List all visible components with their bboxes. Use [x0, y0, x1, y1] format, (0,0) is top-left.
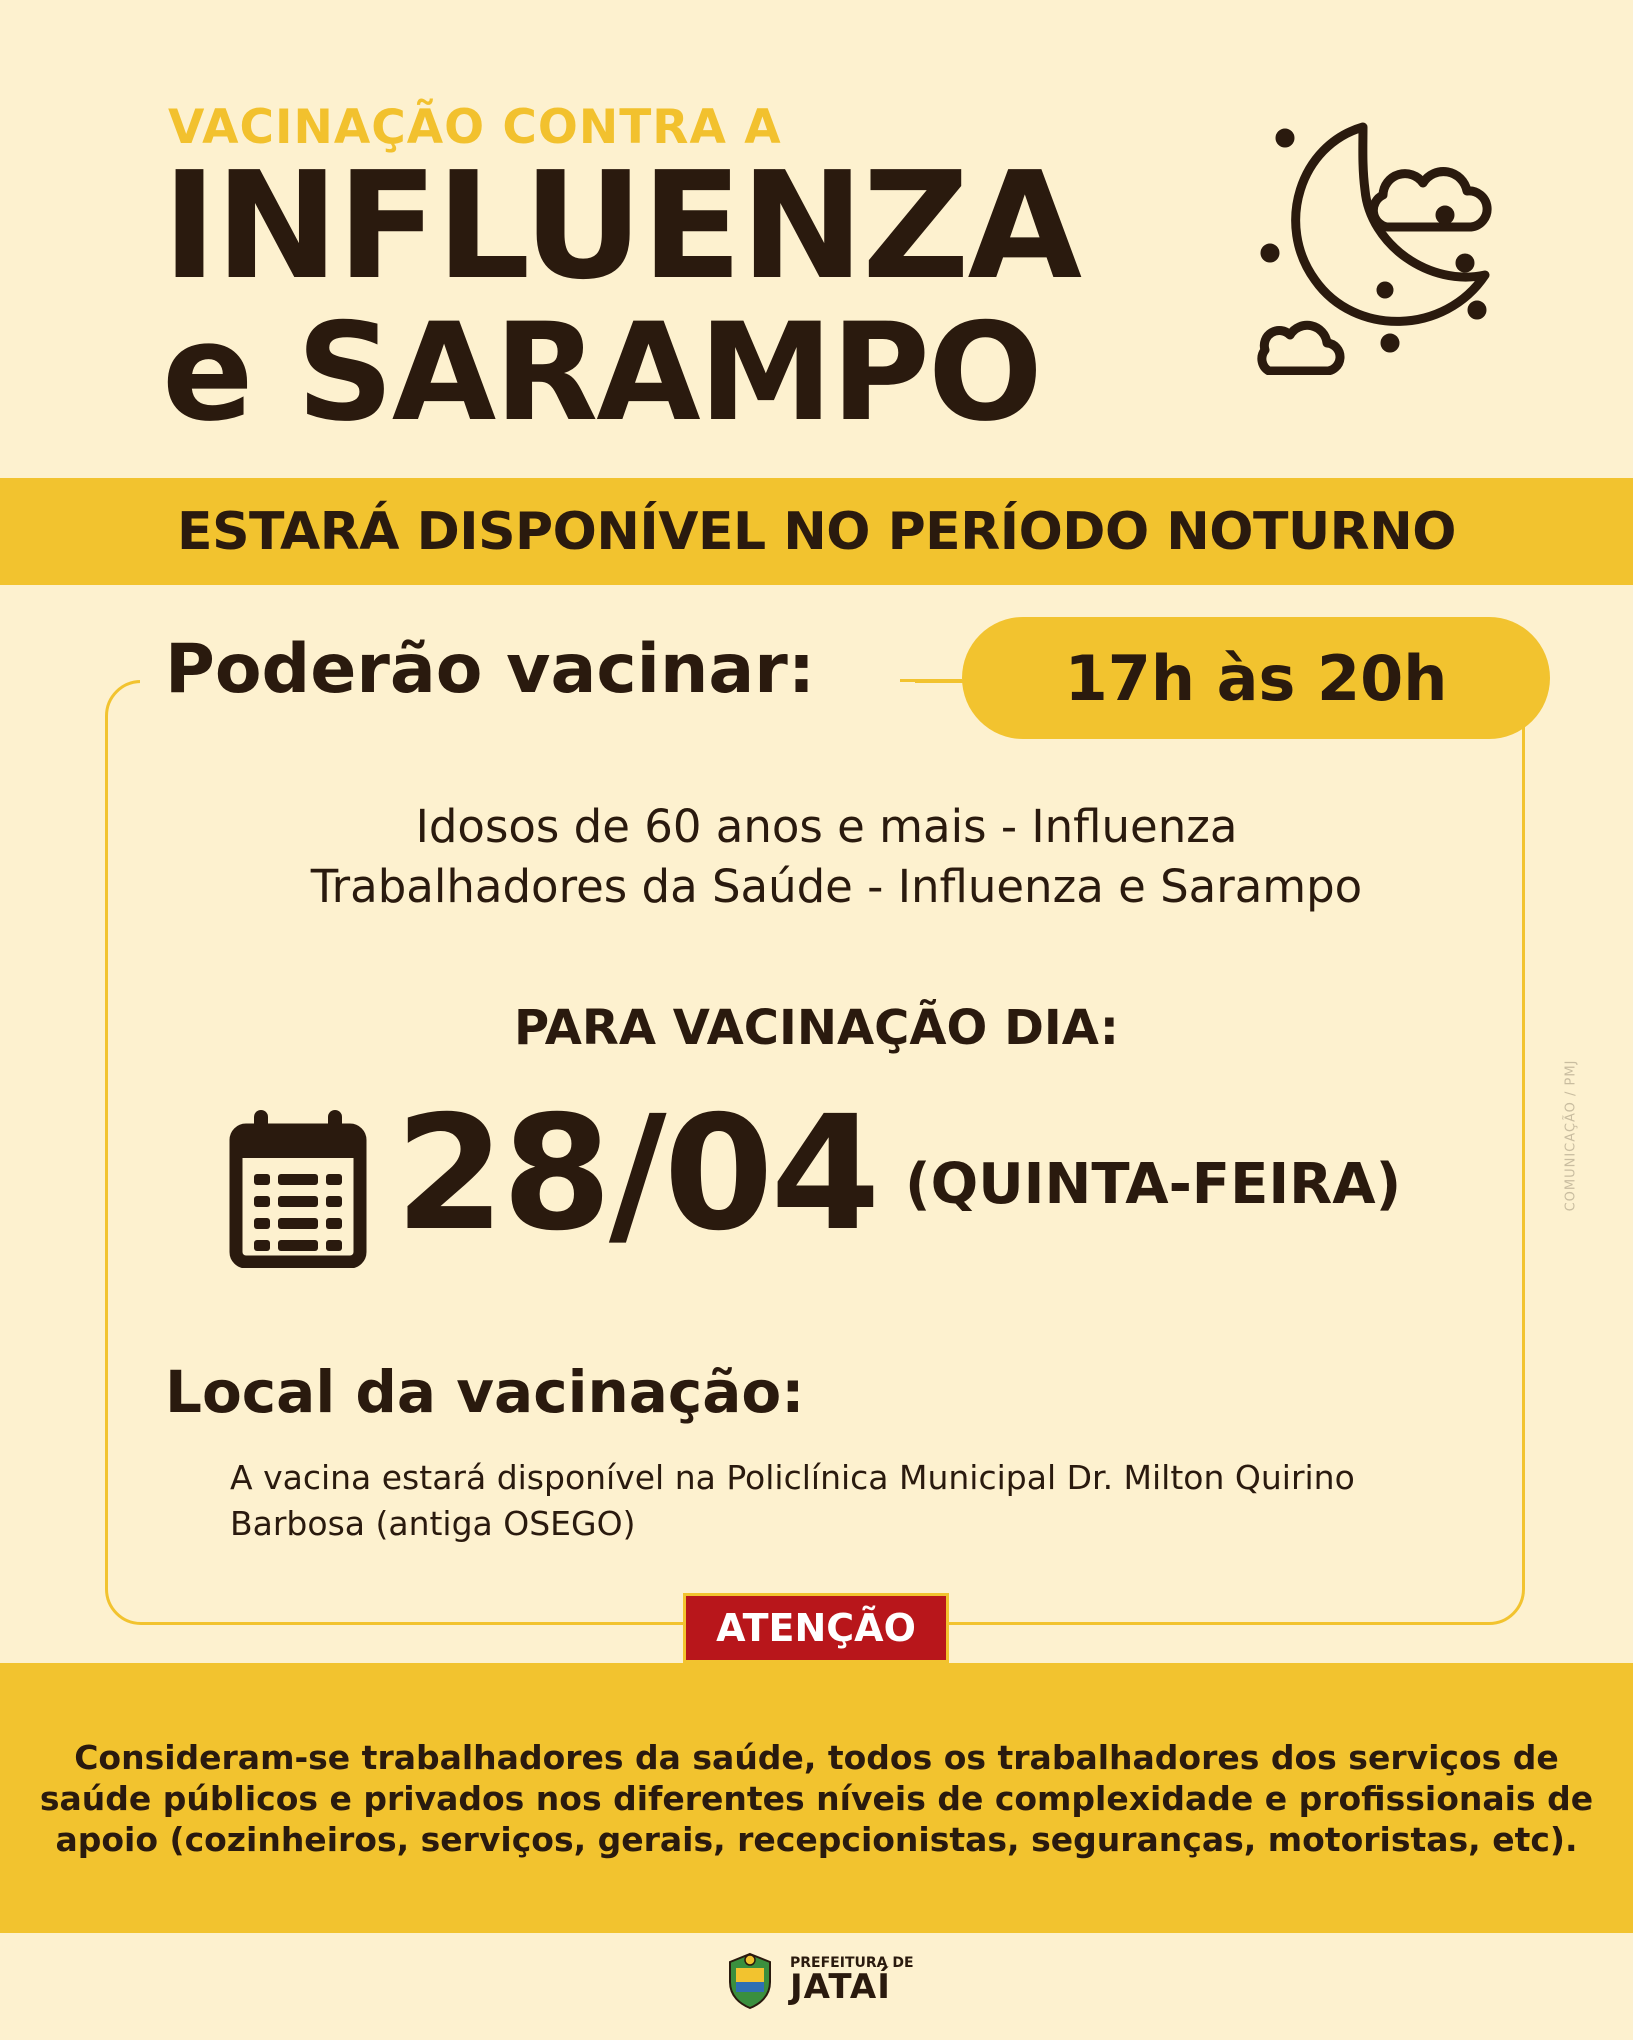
- eligible-group-elderly: Idosos de 60 anos e mais - Influenza: [415, 800, 1238, 853]
- side-credit-text: COMUNICAÇÃO / PMJ: [1563, 1059, 1579, 1211]
- date-heading: PARA VACINAÇÃO DIA:: [513, 1000, 1119, 1056]
- attention-banner: [0, 1663, 1633, 1933]
- availability-banner: [0, 478, 1633, 585]
- attention-badge: [683, 1593, 949, 1663]
- time-range: 17h às 20h: [1064, 641, 1448, 715]
- connector-line: [900, 679, 962, 682]
- location-heading: Local da vacinação:: [165, 1358, 805, 1426]
- attention-text: Consideram-se trabalhadores da saúde, todos os trabalhadores dos serviços de saúde públicos e privados nos diferentes níveis de complexidade e profissionais de apoio (cozinheiros, serviços, gerais, recepcionistas, seguranças, motoristas, etc).: [39, 1737, 1594, 1859]
- city-seal-icon: [720, 1950, 780, 2010]
- moon-clouds-icon: [1245, 115, 1515, 375]
- footer-logo: [720, 1950, 914, 2010]
- title-sarampo: e SARAMPO: [162, 294, 1041, 451]
- campaign-kicker: VACINAÇÃO CONTRA A: [168, 100, 782, 155]
- attention-label: ATENÇÃO: [716, 1606, 916, 1650]
- title-influenza: INFLUENZA: [162, 140, 1081, 312]
- side-credit: [1556, 1025, 1586, 1245]
- location-text: A vacina estará disponível na Policlínica Municipal Dr. Milton Quirino Barbosa (antiga OSEGO): [230, 1458, 1355, 1543]
- footer-city-name: JATAÍ: [790, 1967, 891, 2007]
- footer-prefix: PREFEITURA DE: [790, 1955, 914, 1971]
- vaccination-weekday: (QUINTA-FEIRA): [905, 1152, 1402, 1217]
- calendar-icon: [228, 1108, 368, 1268]
- time-range-pill: [962, 617, 1550, 739]
- eligibility-heading: Poderão vacinar:: [165, 630, 816, 709]
- eligible-group-health-workers: Trabalhadores da Saúde - Influenza e Sarampo: [310, 860, 1363, 913]
- availability-text: ESTARÁ DISPONÍVEL NO PERÍODO NOTURNO: [177, 501, 1456, 562]
- vaccination-date: 28/04: [395, 1082, 878, 1266]
